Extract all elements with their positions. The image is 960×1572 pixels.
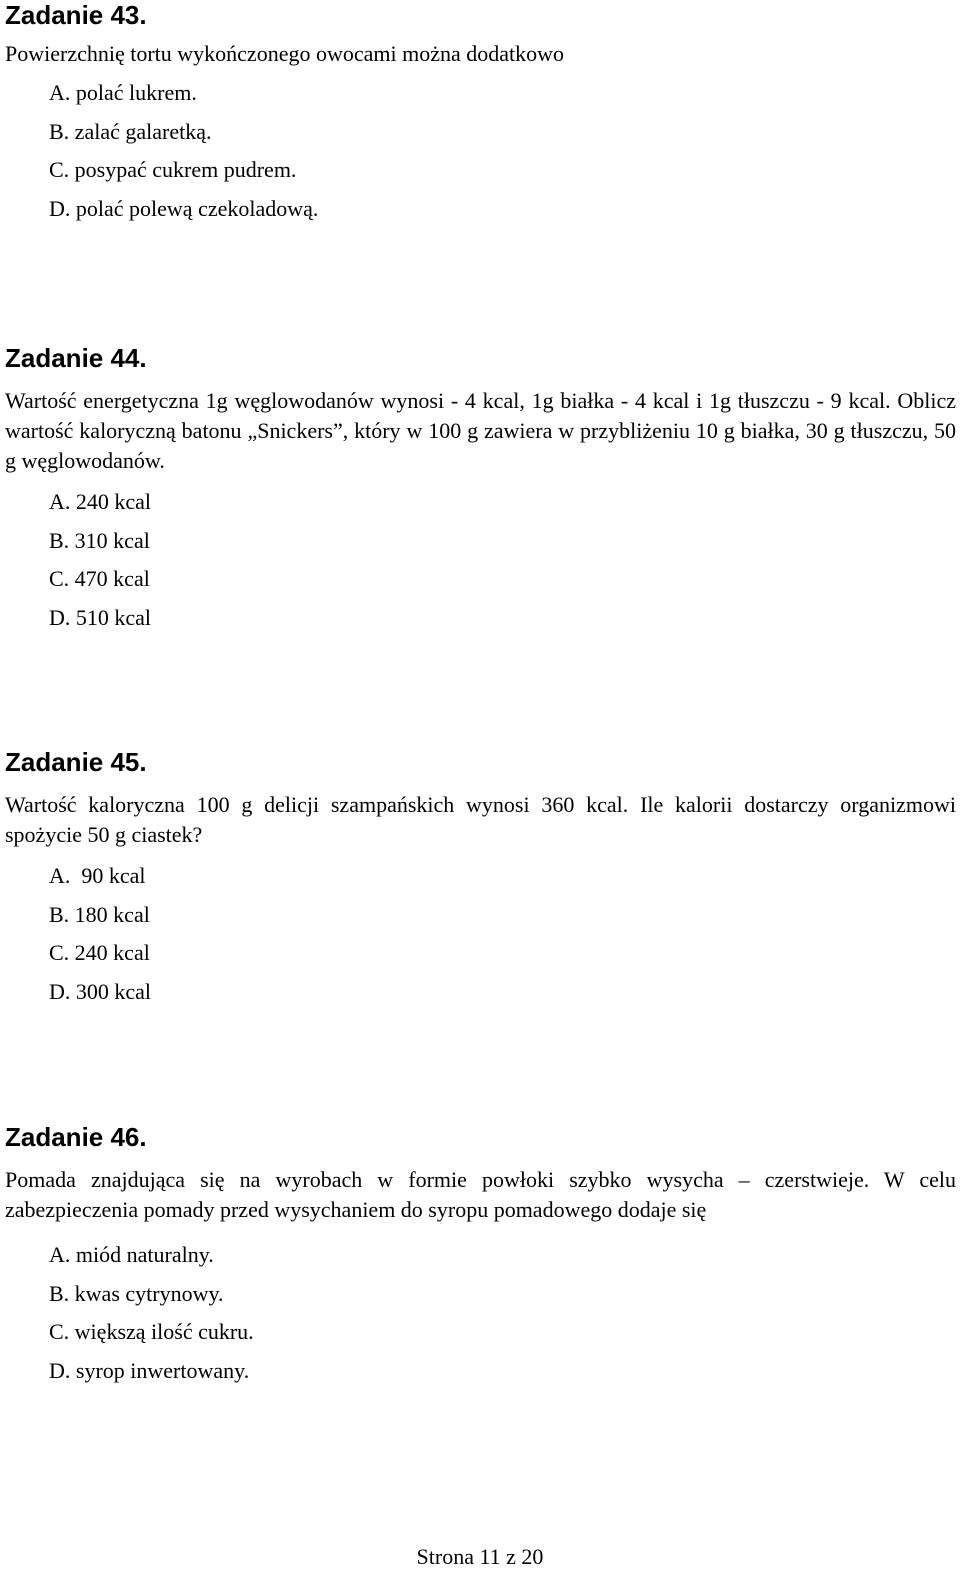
- answer-option-c: C. większą ilość cukru.: [49, 1319, 254, 1345]
- task-question: Pomada znajdująca się na wyrobach w formie powłoki szybko wysycha – czerstwieje. W celu zabezpieczenia pomady przed wysychaniem do syropu pomadowego dodaje się: [5, 1167, 956, 1222]
- answer-option-a: A. 90 kcal: [49, 863, 146, 888]
- task-43: [5, 0, 956, 228]
- task-title: Zadanie 44.: [5, 343, 147, 373]
- answer-list: [5, 857, 956, 1011]
- answer-option-a: A. polać lukrem.: [49, 80, 197, 105]
- task-question: Powierzchnię tortu wykończonego owocami można dodatkowo: [5, 41, 565, 66]
- task-44: [5, 343, 956, 637]
- task-title: Zadanie 43.: [5, 0, 147, 30]
- answer-list: [5, 1236, 956, 1390]
- answer-option-b: B. 180 kcal: [49, 901, 150, 927]
- answer-option-c: C. posypać cukrem pudrem.: [49, 157, 297, 183]
- task-45: [5, 747, 956, 1011]
- answer-option-c: C. 470 kcal: [49, 566, 150, 592]
- task-title: Zadanie 46.: [5, 1122, 147, 1152]
- answer-option-d: D. polać polewą czekoladową.: [49, 195, 319, 221]
- answer-option-d: D. 300 kcal: [49, 978, 152, 1004]
- answer-list: [5, 483, 956, 637]
- task-question: Wartość energetyczna 1g węglowodanów wynosi - 4 kcal, 1g białka - 4 kcal i 1g tłuszczu - 9 kcal. Oblicz wartość kaloryczną batonu „Snickers”, który w 100 g zawiera w przybliżeniu 10 g białka, 30 g tłuszczu, 50 g węglowodanów.: [5, 388, 956, 473]
- answer-option-d: D. syrop inwertowany.: [49, 1357, 250, 1383]
- answer-option-c: C. 240 kcal: [49, 940, 150, 966]
- task-46: [5, 1122, 956, 1390]
- answer-option-a: A. miód naturalny.: [49, 1242, 214, 1267]
- answer-option-b: B. 310 kcal: [49, 527, 150, 553]
- task-title: Zadanie 45.: [5, 747, 147, 777]
- answer-option-d: D. 510 kcal: [49, 604, 152, 630]
- page-number: Strona 11 z 20: [416, 1544, 544, 1569]
- answer-option-b: B. kwas cytrynowy.: [49, 1280, 224, 1306]
- answer-option-a: A. 240 kcal: [49, 489, 152, 514]
- answer-option-b: B. zalać galaretką.: [49, 118, 212, 144]
- task-question: Wartość kaloryczna 100 g delicji szampańskich wynosi 360 kcal. Ile kalorii dostarczy organizmowi spożycie 50 g ciastek?: [5, 792, 956, 847]
- answer-list: [5, 74, 956, 228]
